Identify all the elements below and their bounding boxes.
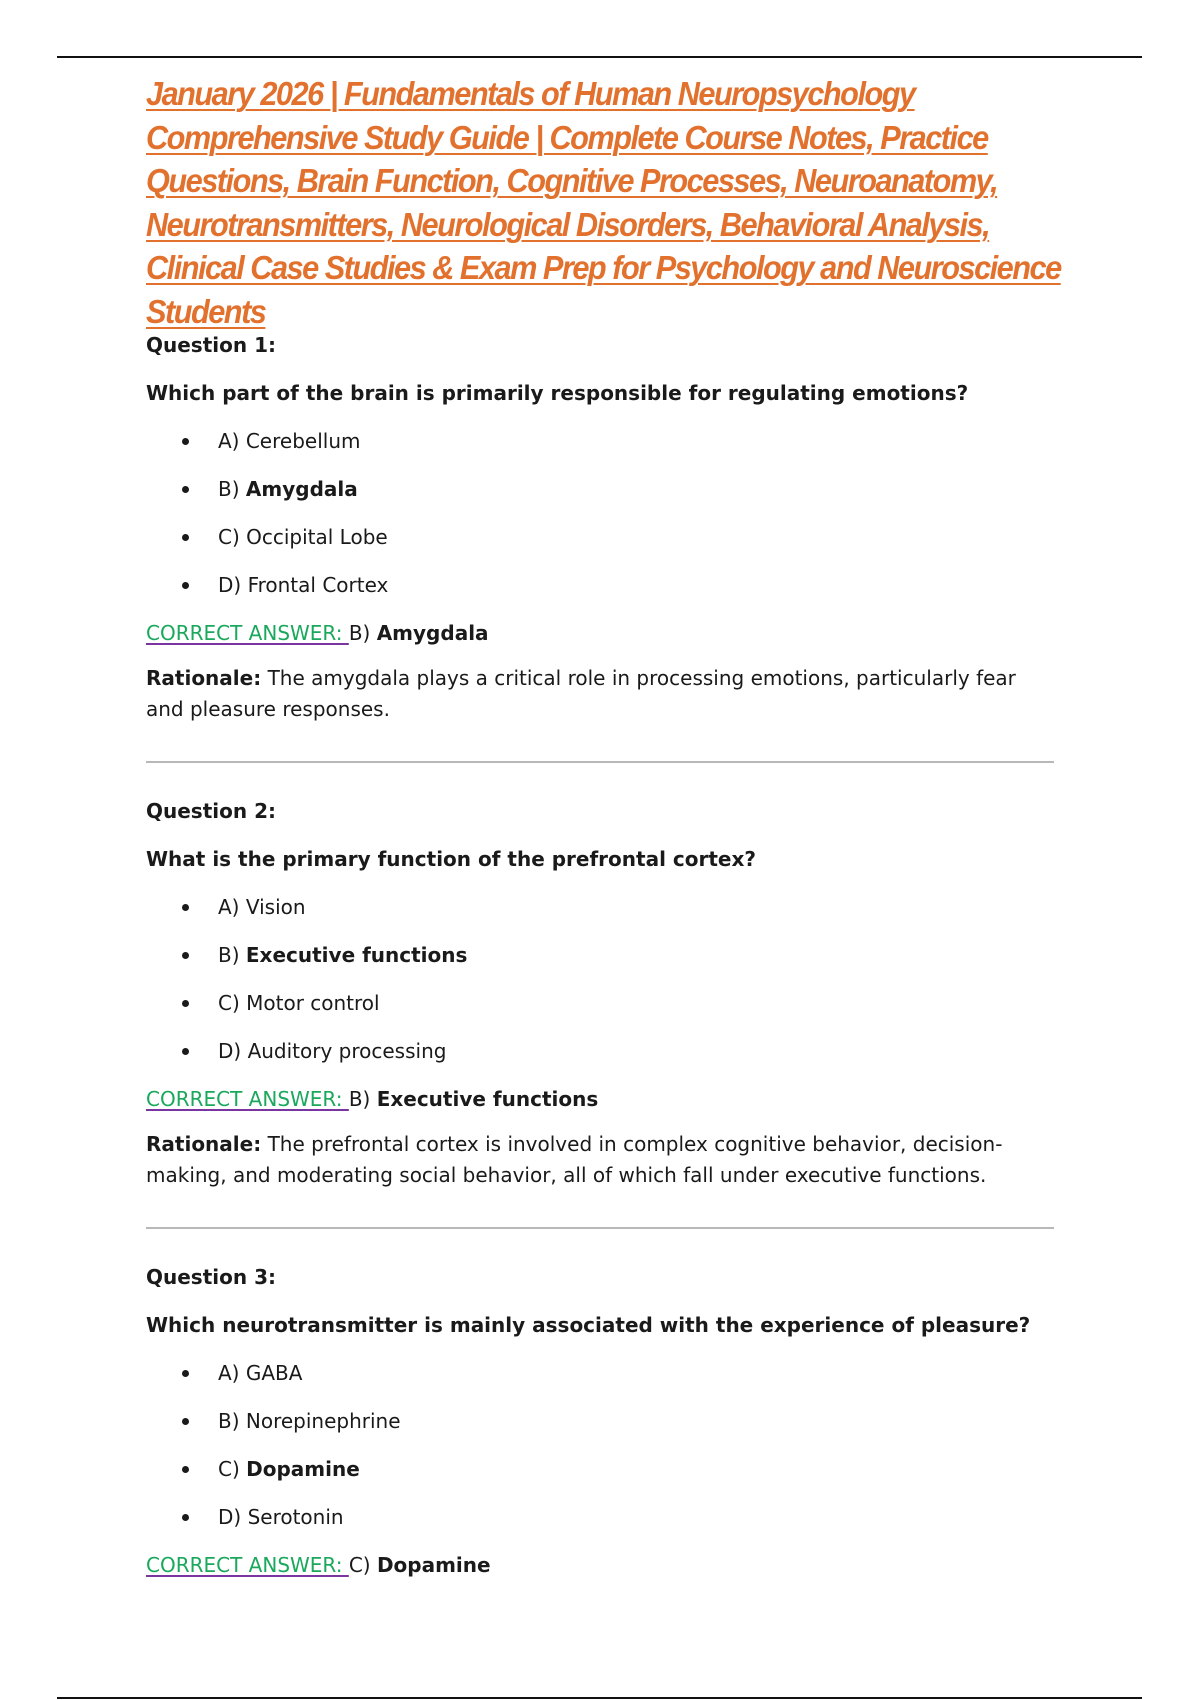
option-c (146, 525, 1066, 549)
bullet-icon (182, 486, 189, 493)
option-text: Amygdala (245, 477, 358, 501)
bullet-icon (182, 1048, 189, 1055)
bullet-icon (182, 534, 189, 541)
option-text: Motor control (246, 991, 380, 1015)
bullet-icon (182, 438, 189, 445)
bullet-icon (182, 904, 189, 911)
question-text: Which neurotransmitter is mainly associated with the experience of pleasure? (146, 1313, 1031, 1337)
correct-answer-label: CORRECT ANSWER: (146, 1087, 349, 1111)
option-text: Cerebellum (245, 429, 361, 453)
answer-prefix: B) (348, 1087, 377, 1111)
option-text: Dopamine (246, 1457, 360, 1481)
option-prefix: A) (218, 429, 246, 453)
question-text: What is the primary function of the prefrontal cortex? (146, 847, 756, 871)
question-label: Question 2: (146, 799, 276, 823)
option-list (146, 895, 1066, 1063)
option-text: Auditory processing (247, 1039, 447, 1063)
answer-text: Dopamine (376, 1553, 491, 1577)
option-prefix: C) (218, 1457, 247, 1481)
question-3 (146, 1265, 1066, 1577)
bullet-icon (182, 582, 189, 589)
document-body (146, 72, 1066, 1577)
option-prefix: C) (218, 991, 247, 1015)
option-list (146, 429, 1066, 597)
document-title[interactable]: January 2026 | Fundamentals of Human Neuropsychology Comprehensive Study Guide | Complete Course Notes, Practice Questions, Brain Function, Cognitive Processes, Neuroanatomy, Neurotransmitters, Neurological Disorders, Behavioral Analysis, Clinical Case Studies & Exam Prep for Psychology and Neuroscience Students (146, 75, 1061, 330)
bullet-icon (182, 1418, 189, 1425)
option-d (146, 1505, 1066, 1529)
rationale (146, 1129, 1046, 1191)
question-1 (146, 333, 1066, 725)
option-text: Occipital Lobe (246, 525, 388, 549)
option-c (146, 991, 1066, 1015)
option-prefix: D) (218, 573, 248, 597)
option-prefix: A) (218, 1361, 246, 1385)
correct-answer (146, 621, 1066, 645)
option-prefix: B) (218, 477, 246, 501)
bottom-rule (57, 1697, 1142, 1699)
top-rule (57, 56, 1142, 58)
answer-text: Amygdala (376, 621, 489, 645)
option-prefix: D) (218, 1039, 248, 1063)
bullet-icon (182, 1370, 189, 1377)
option-text: Vision (245, 895, 306, 919)
option-prefix: A) (218, 895, 246, 919)
option-text: Frontal Cortex (247, 573, 389, 597)
correct-answer (146, 1553, 1066, 1577)
rationale-label: Rationale: (146, 666, 262, 690)
option-d (146, 573, 1066, 597)
correct-answer-label: CORRECT ANSWER: (146, 1553, 349, 1577)
bullet-icon (182, 952, 189, 959)
answer-prefix: C) (348, 1553, 377, 1577)
question-label: Question 1: (146, 333, 276, 357)
option-b (146, 1409, 1066, 1433)
option-b (146, 943, 1066, 967)
section-divider (146, 1227, 1054, 1229)
bullet-icon (182, 1466, 189, 1473)
rationale-text: The amygdala plays a critical role in processing emotions, particularly fear and pleasure responses. (146, 666, 1016, 721)
rationale-text: The prefrontal cortex is involved in complex cognitive behavior, decision-making, and moderating social behavior, all of which fall under executive functions. (146, 1132, 1003, 1187)
option-list (146, 1361, 1066, 1529)
section-divider (146, 761, 1054, 763)
option-c (146, 1457, 1066, 1481)
option-text: Serotonin (247, 1505, 344, 1529)
option-a (146, 429, 1066, 453)
option-a (146, 1361, 1066, 1385)
rationale (146, 663, 1046, 725)
question-text: Which part of the brain is primarily responsible for regulating emotions? (146, 381, 969, 405)
option-prefix: B) (218, 1409, 246, 1433)
option-text: Executive functions (245, 943, 468, 967)
rationale-label: Rationale: (146, 1132, 262, 1156)
option-text: Norepinephrine (245, 1409, 401, 1433)
answer-text: Executive functions (376, 1087, 599, 1111)
option-prefix: B) (218, 943, 246, 967)
option-d (146, 1039, 1066, 1063)
bullet-icon (182, 1514, 189, 1521)
option-prefix: D) (218, 1505, 248, 1529)
option-prefix: C) (218, 525, 247, 549)
answer-prefix: B) (348, 621, 377, 645)
option-text: GABA (245, 1361, 303, 1385)
option-b (146, 477, 1066, 501)
option-a (146, 895, 1066, 919)
bullet-icon (182, 1000, 189, 1007)
correct-answer (146, 1087, 1066, 1111)
question-label: Question 3: (146, 1265, 276, 1289)
question-2 (146, 799, 1066, 1191)
correct-answer-label: CORRECT ANSWER: (146, 621, 349, 645)
